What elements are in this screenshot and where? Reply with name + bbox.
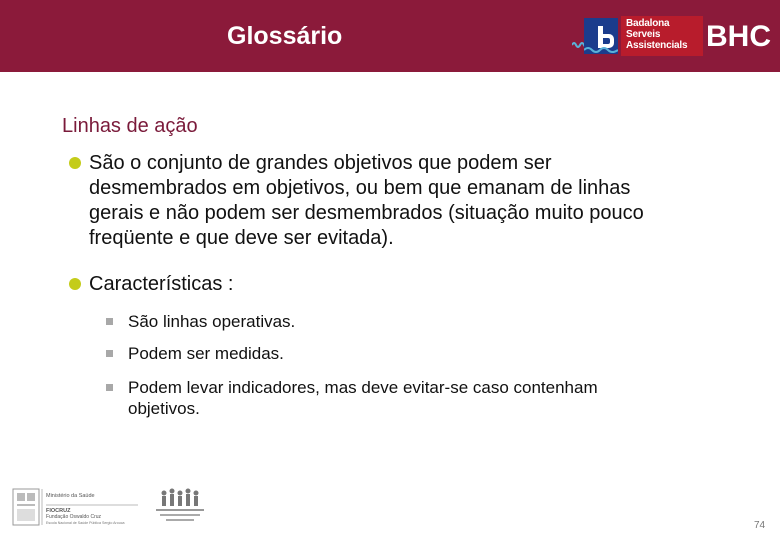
bullet-text [89,272,233,297]
ministry-line: FIOCRUZ [46,508,71,514]
text-line: Podem ser medidas. [128,344,284,363]
badalona-serveis-logo [621,16,703,56]
text-line: gerais e não podem ser desmembrados (situação muito pouco [89,202,644,224]
bullet-text [89,151,644,251]
sub-item-text [128,311,295,332]
bullet-dot [69,278,81,290]
bullet-dot [69,157,81,169]
ministry-line: Escola Nacional de Saúde Pública Sergio Arouca [46,521,125,525]
ministry-fiocruz-logo [12,487,142,529]
section-title: Linhas de ação [62,115,198,137]
logo-line: Badalona [626,18,670,29]
text-line: desmembrados em objetivos, ou bem que emanam de linhas [89,177,631,199]
text-line: objetivos. [128,399,200,418]
ministry-line: Ministério da Saúde [46,493,95,499]
sub-bullet-marker [106,350,113,357]
text-line: Podem levar indicadores, mas deve evitar-se caso contenham [128,378,598,397]
text-line: Características : [89,273,234,295]
sub-bullet-marker [106,318,113,325]
badalona-b-logo [584,18,618,54]
sub-item-text [128,377,598,419]
page-number: 74 [754,520,766,531]
bhc-logo-text: BHC [706,20,771,51]
text-line: São o conjunto de grandes objetivos que podem ser [89,152,552,174]
ministry-line: Fundação Oswaldo Cruz [46,514,102,520]
logo-line: Serveis [626,29,661,40]
header-bar [0,0,780,72]
text-line: São linhas operativas. [128,312,296,331]
logo-line: Assistencials [626,40,688,51]
sub-bullet-marker [106,384,113,391]
sub-item-text [128,343,284,364]
text-line: freqüente e que deve ser evitada). [89,227,394,249]
slide-title: Glossário [227,22,343,50]
bhc-logo [706,19,772,51]
people-group-logo [152,487,208,527]
